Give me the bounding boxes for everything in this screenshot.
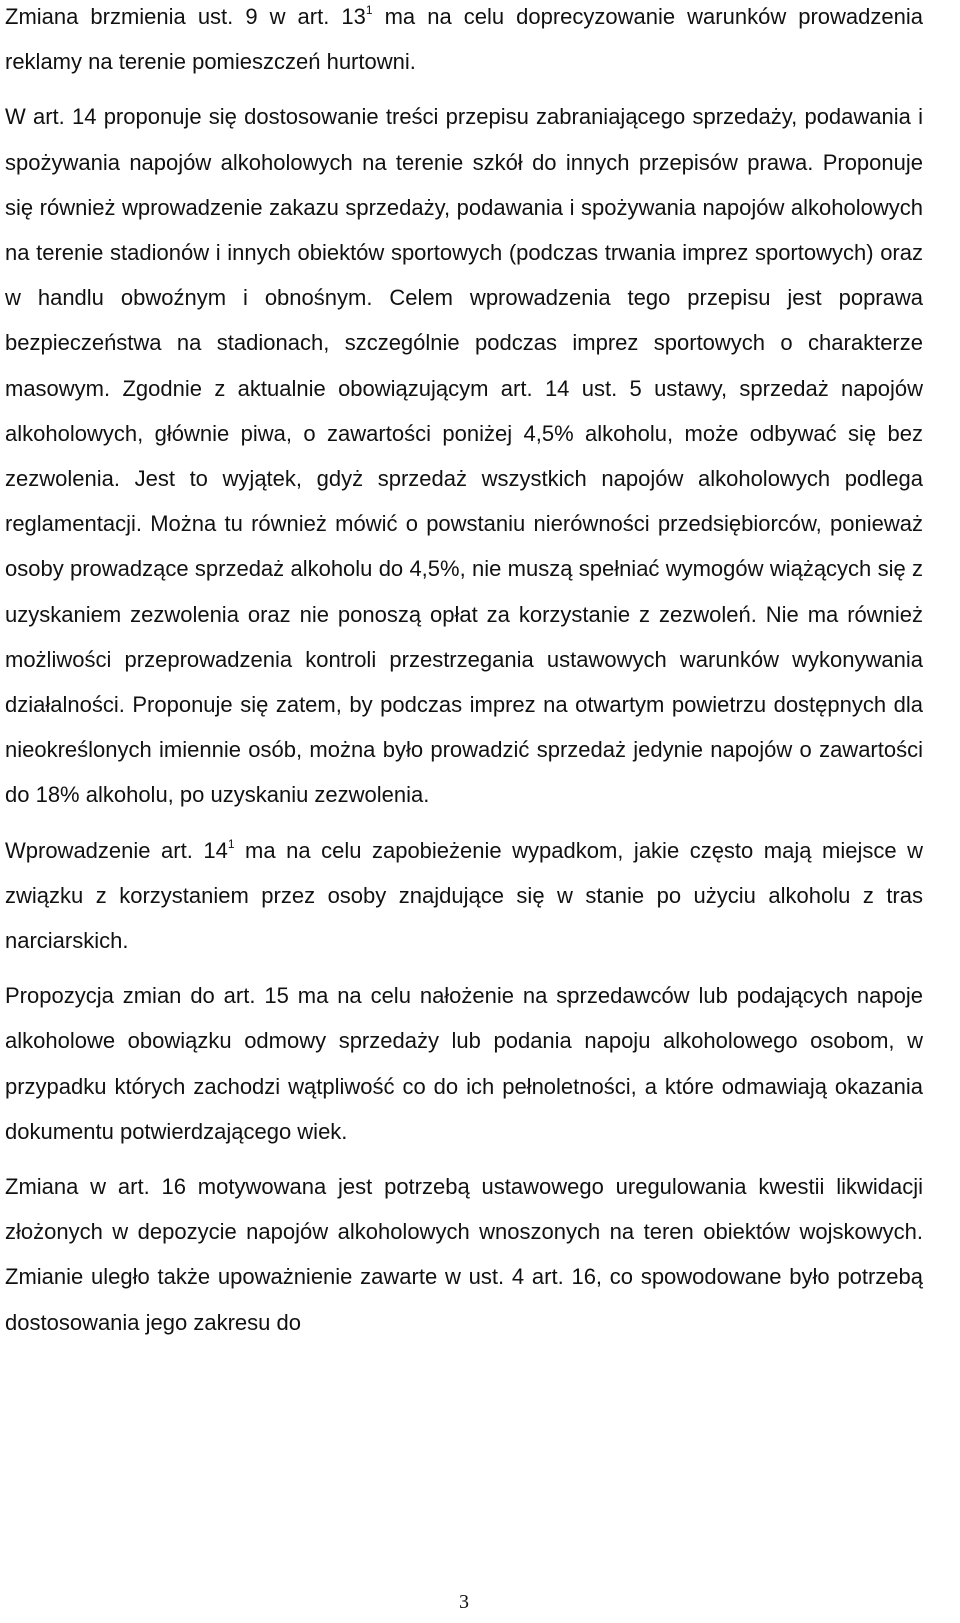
superscript: 1 xyxy=(365,3,373,17)
body-text xyxy=(5,0,923,1345)
paragraph-text: ma na celu zapobieżenie wypadkom, jakie często mają miejsce w związku z korzystaniem przez osoby znajdujące się w stanie po użyciu alkoholu z tras narciarskich. xyxy=(5,837,923,954)
paragraph-text: Wprowadzenie art. 14 xyxy=(5,837,228,863)
paragraph-art-15 xyxy=(5,973,923,1154)
paragraph-text: Zmiana w art. 16 motywowana jest potrzebą ustawowego uregulowania kwestii likwidacji złożonych w depozycie napojów alkoholowych wnoszonych na teren obiektów wojskowych. Zmianie uległo także upoważnienie zawarte w ust. 4 art. 16, co spowodowane było potrzebą dostosowania jego zakresu do xyxy=(5,1174,923,1335)
paragraph-art-13 xyxy=(5,0,923,84)
paragraph-text: Zmiana brzmienia ust. 9 w art. 13 xyxy=(5,4,366,29)
paragraph-art-14 xyxy=(5,94,923,817)
paragraph-art-16 xyxy=(5,1164,923,1345)
paragraph-text: W art. 14 proponuje się dostosowanie treści przepisu zabraniającego sprzedaży, podawania i spożywania napojów alkoholowych na terenie szkół do innych przepisów prawa. Proponuje się również wprowadzenie zakazu sprzedaży, podawania i spożywania napojów alkoholowych na terenie stadionów i innych obiektów sportowych (podczas trwania imprez sportowych) oraz w handlu obwoźnym i obnośnym. Celem wprowadzenia tego przepisu jest poprawa bezpieczeństwa na stadionach, szczególnie podczas imprez sportowych o charakterze masowym. Zgodnie z aktualnie obowiązującym art. 14 ust. 5 ustawy, sprzedaż napojów alkoholowych, głównie piwa, o zawartości poniżej 4,5% alkoholu, może odbywać się bez zezwolenia. Jest to wyjątek, gdyż sprzedaż wszystkich napojów alkoholowych podlega reglamentacji. Można tu również mówić o powstaniu nierówności przedsiębiorców, ponieważ osoby prowadzące sprzedaż alkoholu do 4,5%, nie muszą spełniać wymogów wiążących się z uzyskaniem zezwolenia oraz nie ponoszą opłat za korzystanie z zezwoleń. Nie ma również możliwości przeprowadzenia kontroli przestrzegania ustawowych warunków wykonywania działalności. Proponuje się zatem, by podczas imprez na otwartym powietrzu dostępnych dla nieokreślonych imiennie osób, można było prowadzić sprzedaż jedynie napojów o zawartości do 18% alkoholu, po uzyskaniu zezwolenia. xyxy=(5,104,923,808)
paragraph-text: Propozycja zmian do art. 15 ma na celu nałożenie na sprzedawców lub podających napoje alkoholowe obowiązku odmowy sprzedaży lub podania napoju alkoholowego osobom, w przypadku których zachodzi wątpliwość co do ich pełnoletności, a które odmawiają okazania dokumentu potwierdzającego wiek. xyxy=(5,983,923,1144)
superscript: 1 xyxy=(227,836,235,851)
page-number: 3 xyxy=(459,1591,469,1613)
paragraph-art-14-1 xyxy=(5,828,923,964)
paragraph-text: ma na celu doprecyzowanie warunków prowadzenia reklamy na terenie pomieszczeń hurtowni. xyxy=(5,4,923,75)
